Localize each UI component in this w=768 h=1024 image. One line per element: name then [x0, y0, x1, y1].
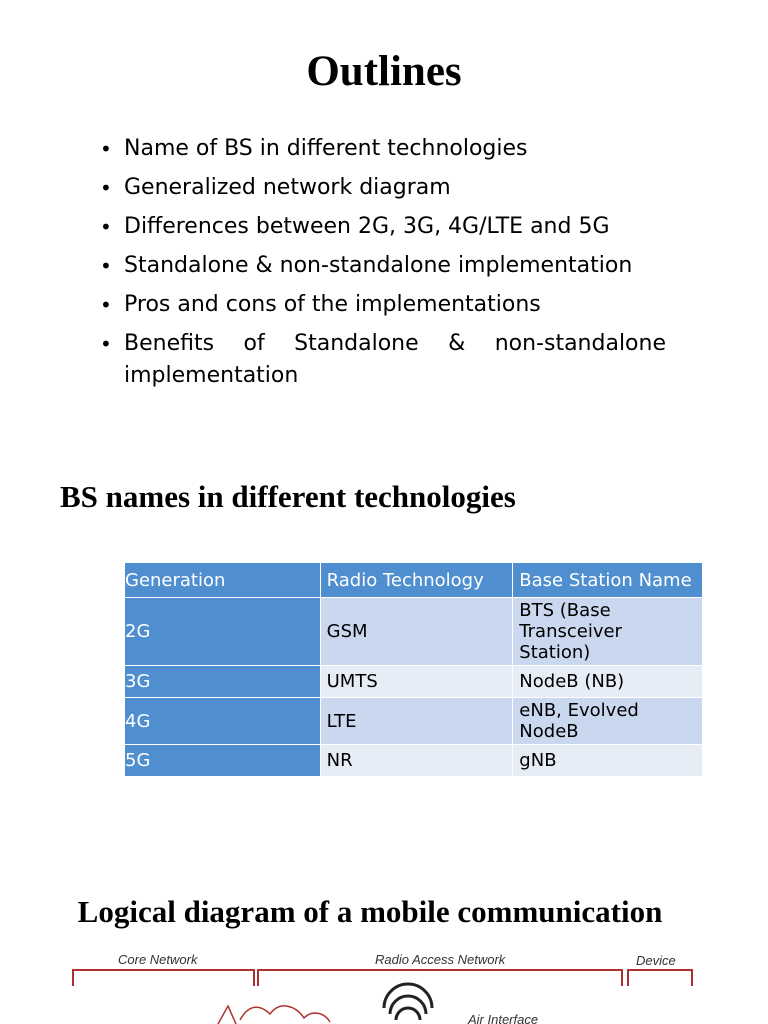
cell-base-station-name: eNB, Evolved NodeB — [513, 698, 703, 745]
outline-item: • Pros and cons of the implementations — [98, 289, 666, 321]
bullet-icon: • — [100, 137, 112, 161]
table-row — [125, 598, 703, 666]
page-title: Outlines — [306, 48, 462, 95]
header-base-station-name: Base Station Name — [513, 563, 703, 598]
cell-radio-technology: NR — [320, 745, 513, 777]
outline-list — [98, 133, 666, 399]
bullet-icon: • — [100, 215, 112, 239]
bullet-icon: • — [100, 332, 112, 356]
table-row — [125, 698, 703, 745]
cell-generation: 2G — [125, 598, 321, 666]
cell-generation: 3G — [125, 666, 321, 698]
outline-item: • Benefits of Standalone & non-standalone implementation — [98, 328, 666, 392]
table-row — [125, 666, 703, 698]
network-diagram — [0, 940, 768, 1024]
bracket-core-network — [73, 970, 254, 986]
outline-item: • Differences between 2G, 3G, 4G/LTE and 5G — [98, 211, 666, 243]
bs-section-title: BS names in different technologies — [60, 479, 516, 514]
label-device: Device — [636, 953, 676, 968]
label-radio-access-network: Radio Access Network — [375, 952, 506, 967]
core-network-sketch-icon — [218, 1006, 330, 1024]
bullet-icon: • — [100, 293, 112, 317]
cell-radio-technology: GSM — [320, 598, 513, 666]
cell-radio-technology: UMTS — [320, 666, 513, 698]
table-row — [125, 745, 703, 777]
outline-item: • Name of BS in different technologies — [98, 133, 666, 165]
label-air-interface: Air Interface — [468, 1012, 539, 1024]
bs-table — [124, 562, 703, 777]
diagram-title: Logical diagram of a mobile communication — [77, 894, 663, 929]
header-generation: Generation — [125, 563, 321, 598]
bullet-icon: • — [100, 176, 112, 200]
cell-generation: 4G — [125, 698, 321, 745]
cell-base-station-name: BTS (Base Transceiver Station) — [513, 598, 703, 666]
outline-item: • Standalone & non-standalone implementation — [98, 250, 666, 282]
bracket-device — [628, 970, 692, 986]
outline-item: • Generalized network diagram — [98, 172, 666, 204]
bracket-radio-access-network — [258, 970, 622, 986]
cell-base-station-name: NodeB (NB) — [513, 666, 703, 698]
header-radio-technology: Radio Technology — [320, 563, 513, 598]
cell-base-station-name: gNB — [513, 745, 703, 777]
cell-generation: 5G — [125, 745, 321, 777]
bullet-icon: • — [100, 254, 112, 278]
antenna-tower-icon — [384, 984, 432, 1020]
table-header-row — [125, 563, 703, 598]
cell-radio-technology: LTE — [320, 698, 513, 745]
label-core-network: Core Network — [118, 952, 198, 967]
